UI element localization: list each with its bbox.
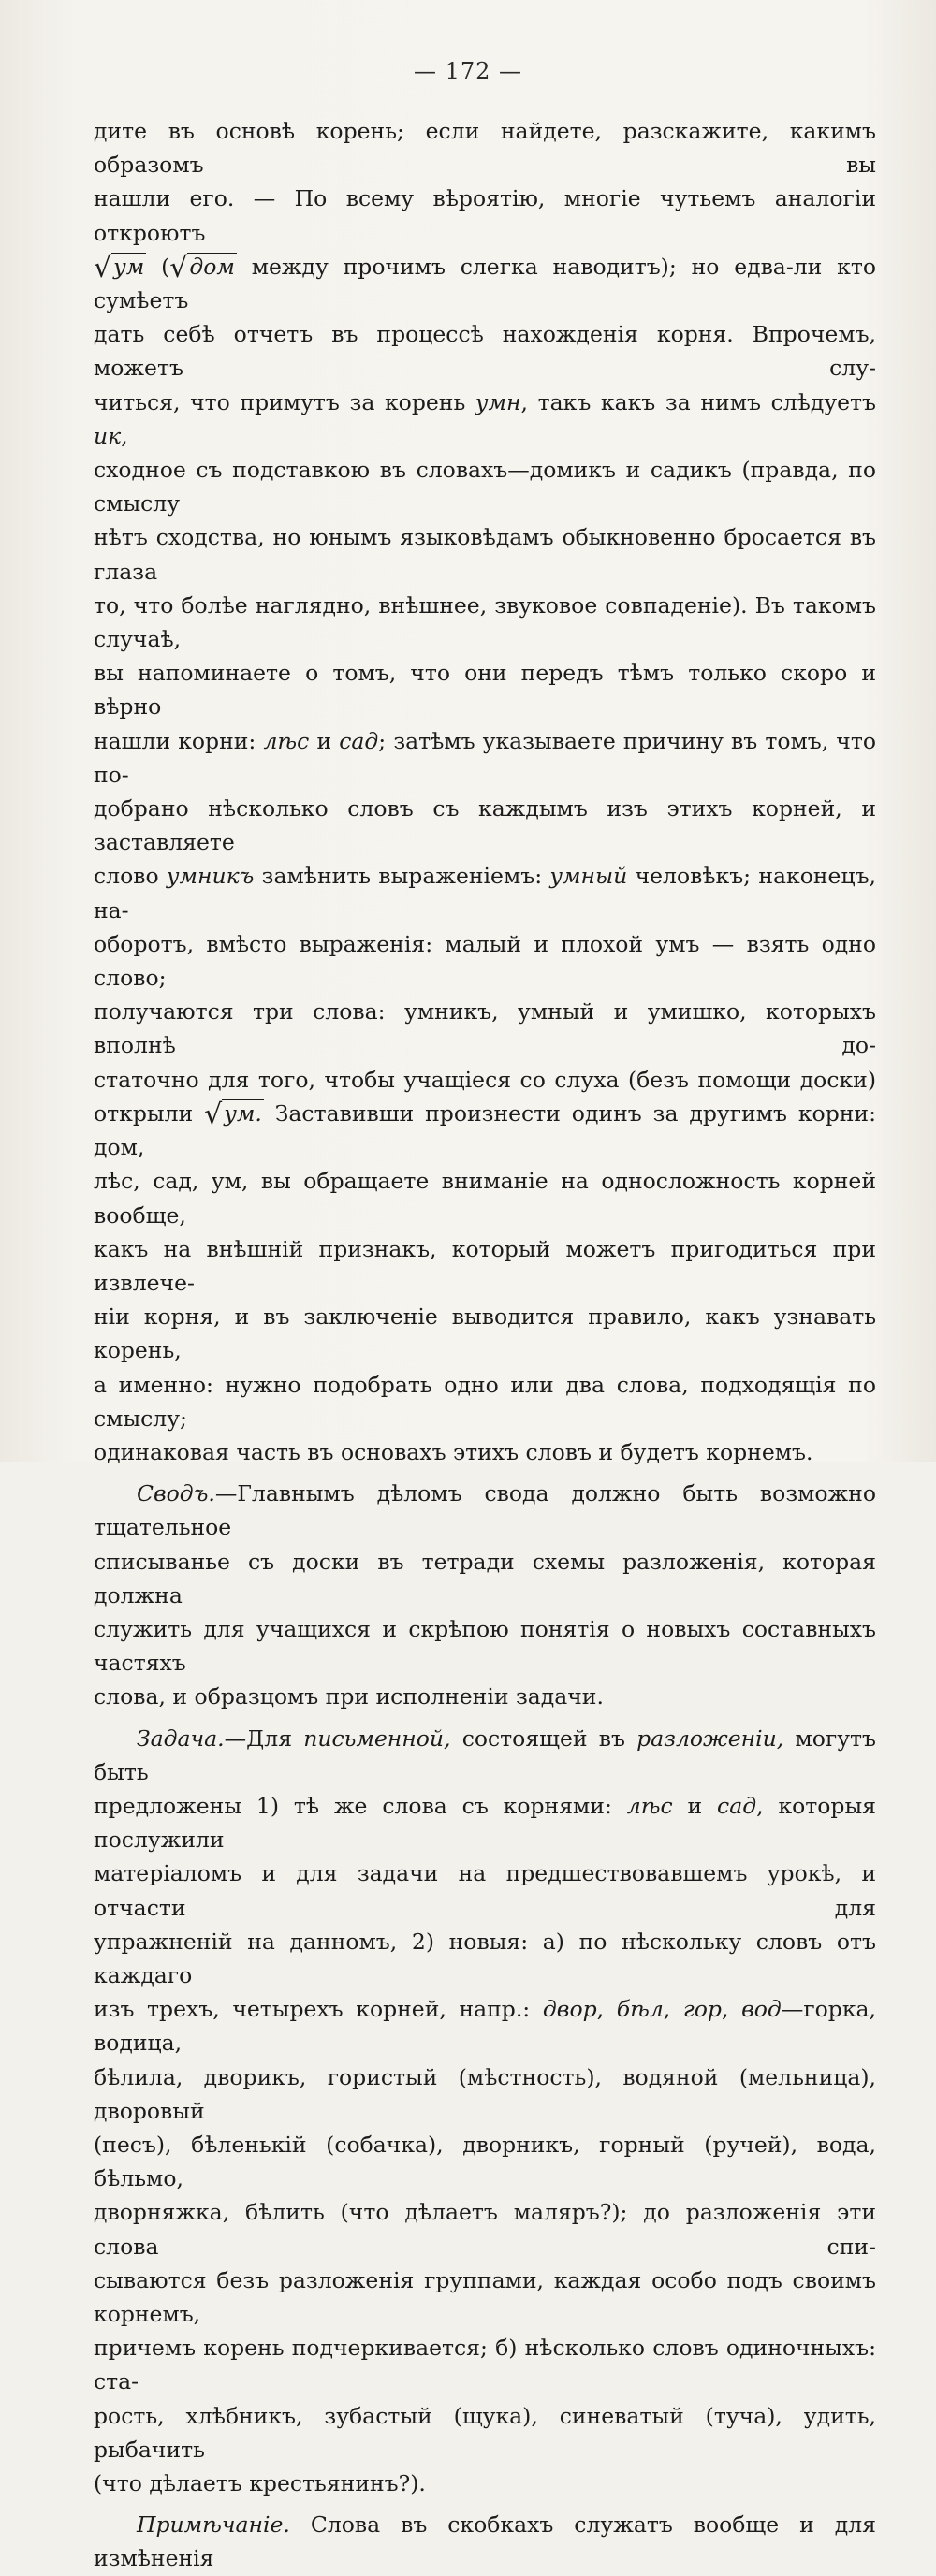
text-line: (что дѣлаетъ крестьянинъ?). [94, 2470, 426, 2497]
text-line: дворняжка, бѣлить (что дѣлаетъ маляръ?); до разложенія эти слова спи- [94, 2199, 876, 2260]
text-line: читься, что примутъ за корень умн, такъ какъ за нимъ слѣдуетъ ик, [94, 388, 877, 449]
text-line: вы напоминаете о томъ, что они передъ тѣмъ только скоро и вѣрно [94, 660, 876, 720]
text-line: какъ на внѣшній признакъ, который можетъ пригодиться при извлече- [94, 1235, 876, 1296]
body-text [94, 114, 876, 2576]
text-line: одинаковая часть въ основахъ этихъ словъ и будетъ корнемъ. [94, 1438, 813, 1465]
section-heading-line: Сводъ.—Главнымъ дѣломъ свода должно быть возможно тщательное [94, 1480, 876, 1541]
text-line: нѣтъ сходства, но юнымъ языковѣдамъ обыкновенно бросается въ глаза [94, 524, 876, 585]
section-heading: Примѣчаніе. [137, 2511, 290, 2539]
text-line: а именно: нужно подобрать одно или два слова, подходящія по смыслу; [94, 1371, 876, 1432]
page-number: — 172 — [413, 58, 523, 84]
text-line: рость, хлѣбникъ, зубастый (щука), синеватый (туча), удить, рыбачить [94, 2402, 876, 2463]
text-line: слово умникъ замѣнить выраженіемъ: умный человѣкъ; наконецъ, на- [94, 863, 876, 924]
text-line: лѣс, сад, ум, вы обращаете вниманіе на односложность корней вообще, [94, 1168, 876, 1229]
root-word: ум. [224, 1099, 262, 1127]
text-line: получаются три слова: умникъ, умный и умишко, которыхъ вполнѣ до- [94, 998, 876, 1059]
text-line: сываются безъ разложенія группами, каждая особо подъ своимъ корнемъ, [94, 2266, 876, 2327]
square-root-symbol: √ [204, 1098, 223, 1131]
text-line: оборотъ, вмѣсто выраженія: малый и плохой умъ — взять одно слово; [94, 930, 876, 992]
section-heading: Задача. [137, 1725, 225, 1752]
text-line: дать себѣ отчетъ въ процессѣ нахожденія корня. Впрочемъ, можетъ слу- [94, 321, 876, 382]
text-line: ніи корня, и въ заключеніе выводится правило, какъ узнавать корень, [94, 1303, 876, 1364]
text-line: статочно для того, чтобы учащіеся со слуха (безъ помощи доски) [94, 1066, 876, 1093]
section-heading-line: Задача.—Для письменной, состоящей въ разложеніи, могутъ быть [94, 1725, 876, 1785]
text-line: открыли √ум. Заставивши произнести одинъ за другимъ корни: дом, [94, 1098, 876, 1161]
text-line: причемъ корень подчеркивается; б) нѣсколько словъ одиночныхъ: ста- [94, 2335, 876, 2395]
text-line: то, что болѣе наглядно, внѣшнее, звуковое совпаденіе). Въ такомъ случаѣ, [94, 591, 876, 653]
text-line: упражненій на данномъ, 2) новыя: а) по нѣскольку словъ отъ каждаго [94, 1928, 876, 1988]
text-line: изъ трехъ, четырехъ корней, напр.: двор, бѣл, гор, вод—горка, водица, [94, 1996, 876, 2057]
text-line: предложены 1) тѣ же слова съ корнями: лѣс и сад, которыя послужили [94, 1792, 877, 1854]
root-word: ум [113, 253, 145, 280]
text-line: бѣлила, дворикъ, гористый (мѣстность), водяной (мельница), дворовый [94, 2063, 876, 2124]
text-line: матеріаломъ и для задачи на предшествовавшемъ урокѣ, и отчасти для [94, 1860, 876, 1921]
text-line: √ум (√дом между прочимъ слегка наводитъ); но едва-ли кто сумѣетъ [94, 251, 876, 314]
text-line: сходное съ подставкою въ словахъ—домикъ и садикъ (правда, по смыслу [94, 457, 876, 517]
square-root-symbol: √ [169, 251, 188, 284]
root-word: дом [189, 253, 235, 280]
text-line: добрано нѣсколько словъ съ каждымъ изъ этихъ корней, и заставляете [94, 795, 876, 856]
text-line: (песъ), бѣленькій (собачка), дворникъ, горный (ручей), вода, бѣльмо, [94, 2131, 876, 2192]
text-line: нашли корни: лѣс и сад; затѣмъ указываете причину въ томъ, что по- [94, 727, 876, 788]
text-line: дите въ основѣ корень; если найдете, разскажите, какимъ образомъ вы [94, 118, 876, 179]
square-root-symbol: √ [94, 251, 112, 284]
text-line: служить для учащихся и скрѣпою понятія о новыхъ составныхъ частяхъ [94, 1615, 876, 1677]
text-line: слова, и образцомъ при исполненіи задачи. [94, 1683, 604, 1710]
text-line: нашли его. — По всему вѣроятію, многіе чутьемъ аналогіи откроютъ [94, 185, 876, 246]
section-heading: Сводъ. [137, 1480, 215, 1507]
section-heading-line: Примѣчаніе. Слова въ скобкахъ служатъ вообще и для измѣненія [94, 2511, 876, 2572]
text-line: списыванье съ доски въ тетради схемы разложенія, которая должна [94, 1548, 876, 1608]
